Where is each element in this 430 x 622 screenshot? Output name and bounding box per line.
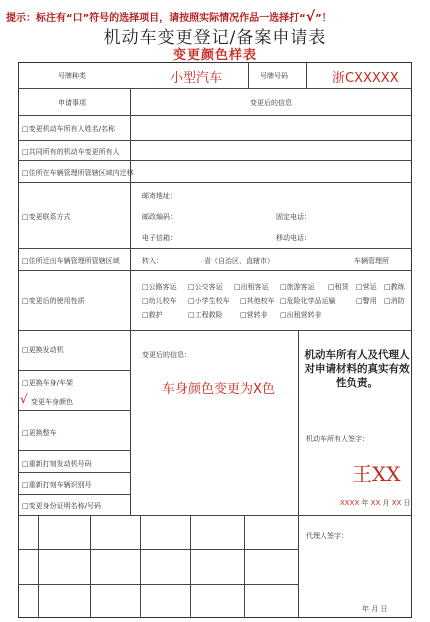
- agent-sign-label: 代理人签字：: [306, 532, 348, 540]
- usage-primary-school-bus[interactable]: □小学生校车: [188, 297, 230, 305]
- usage-other-school-bus[interactable]: □其他校车: [240, 297, 275, 305]
- usage-noncommercial[interactable]: □营转非: [240, 311, 268, 319]
- option-change-owner-name[interactable]: □变更机动车所有人姓名/名称: [22, 125, 115, 133]
- row-divider: [18, 330, 412, 331]
- row-divider: [18, 370, 130, 371]
- agent-sign-date: 年 月 日: [362, 605, 388, 613]
- mobile-label: 移动电话：: [276, 234, 311, 242]
- row-divider: [18, 270, 412, 271]
- row-divider: [18, 494, 130, 495]
- usage-hazmat[interactable]: □危险化学品运输: [280, 297, 336, 305]
- option-change-contact[interactable]: □变更联系方式: [22, 213, 71, 221]
- row-divider: [18, 450, 130, 451]
- option-reprint-engine-number[interactable]: □重新打刻发动机号码: [22, 460, 92, 468]
- row-divider: [18, 248, 412, 249]
- option-replace-engine[interactable]: □更换发动机: [22, 346, 64, 354]
- plate-number-value: 浙CXXXXX: [332, 71, 399, 86]
- option-change-color[interactable]: 变更车身颜色: [31, 398, 73, 406]
- col-divider: [248, 62, 249, 88]
- row-divider: [18, 182, 412, 183]
- usage-rental[interactable]: □租赁: [328, 283, 349, 291]
- owner-signature: 王XX: [352, 462, 401, 486]
- postcode-label: 邮政编码：: [142, 213, 177, 221]
- row-divider: [18, 549, 298, 550]
- option-replace-body[interactable]: □更换车身/车架: [22, 379, 73, 387]
- form-frame: [18, 62, 412, 618]
- after-info-value: 车身颜色变更为X色: [162, 382, 275, 397]
- form-title: 机动车变更登记/备案申请表: [103, 28, 327, 48]
- move-to-label: 转入：: [142, 257, 163, 265]
- office-label: 车辆管理所: [354, 257, 389, 265]
- usage-taxi[interactable]: □出租客运: [234, 283, 269, 291]
- col-divider: [244, 515, 245, 618]
- option-address-within[interactable]: □住所在车辆管理所管辖区域内迁移: [22, 169, 134, 177]
- after-info-label: 变更后的信息：: [142, 351, 191, 359]
- row-divider: [18, 584, 298, 585]
- usage-tourism[interactable]: □旅游客运: [280, 283, 315, 291]
- row-divider: [18, 140, 412, 141]
- phone-label: 固定电话：: [276, 213, 311, 221]
- usage-ambulance[interactable]: □救护: [142, 311, 163, 319]
- owner-sign-label: 机动车所有人签字：: [306, 435, 369, 443]
- plate-type-label: 号牌种类: [58, 72, 86, 80]
- col-divider: [90, 515, 91, 618]
- plate-number-label: 号牌号码: [260, 72, 288, 80]
- mail-address-label: 邮寄地址：: [142, 192, 177, 200]
- email-label: 电子信箱：: [142, 234, 177, 242]
- usage-training[interactable]: □教练: [384, 283, 405, 291]
- usage-commercial[interactable]: □营运: [356, 283, 377, 291]
- changed-info-label: 变更后的信息: [250, 99, 292, 107]
- usage-bus[interactable]: □公交客运: [188, 283, 223, 291]
- col-divider: [140, 515, 141, 618]
- col-divider: [306, 62, 307, 88]
- row-divider: [18, 472, 130, 473]
- col-divider: [38, 515, 39, 618]
- usage-taxi-noncommercial[interactable]: □出租营转非: [280, 311, 322, 319]
- declaration-statement: 机动车所有人及代理人对申请材料的真实有效性负责。: [304, 349, 410, 389]
- option-change-usage[interactable]: □变更后的使用性质: [22, 297, 85, 305]
- check-mark-icon: √: [20, 392, 28, 406]
- option-replace-vehicle[interactable]: □更换整车: [22, 429, 57, 437]
- option-co-owner-change[interactable]: □共同所有的机动车变更所有人: [22, 148, 120, 156]
- row-divider: [18, 410, 130, 411]
- province-label: 省（自治区、直辖市）: [204, 257, 274, 265]
- option-reprint-vin[interactable]: □重新打刻车辆识别号: [22, 481, 92, 489]
- option-relocation-out[interactable]: □住所迁出车辆管理所管辖区域: [22, 257, 120, 265]
- col-divider: [130, 88, 131, 515]
- row-divider: [18, 160, 412, 161]
- usage-police[interactable]: □警用: [356, 297, 377, 305]
- col-divider: [298, 330, 299, 618]
- row-divider: [18, 88, 412, 89]
- row-divider: [18, 515, 412, 516]
- usage-engineering-rescue[interactable]: □工程救险: [188, 311, 223, 319]
- request-label: 申请事项: [58, 99, 86, 107]
- usage-fire[interactable]: □消防: [384, 297, 405, 305]
- plate-type-value: 小型汽车: [170, 71, 223, 86]
- option-change-id-document[interactable]: □变更身份证明名称/号码: [22, 502, 101, 510]
- form-subtitle: 变更颜色样表: [172, 48, 257, 63]
- notice-text: 提示：标注有“口”符号的选择项目，请按照实际情况作品一选择打“√”！: [6, 9, 332, 25]
- check-mark-icon: √: [305, 9, 316, 25]
- col-divider: [190, 515, 191, 618]
- usage-highway-passenger[interactable]: □公路客运: [142, 283, 177, 291]
- row-divider: [18, 115, 412, 116]
- owner-sign-date: XXXX 年 XX 月 XX 日: [340, 499, 411, 507]
- usage-kindergarten-bus[interactable]: □幼儿校车: [142, 297, 177, 305]
